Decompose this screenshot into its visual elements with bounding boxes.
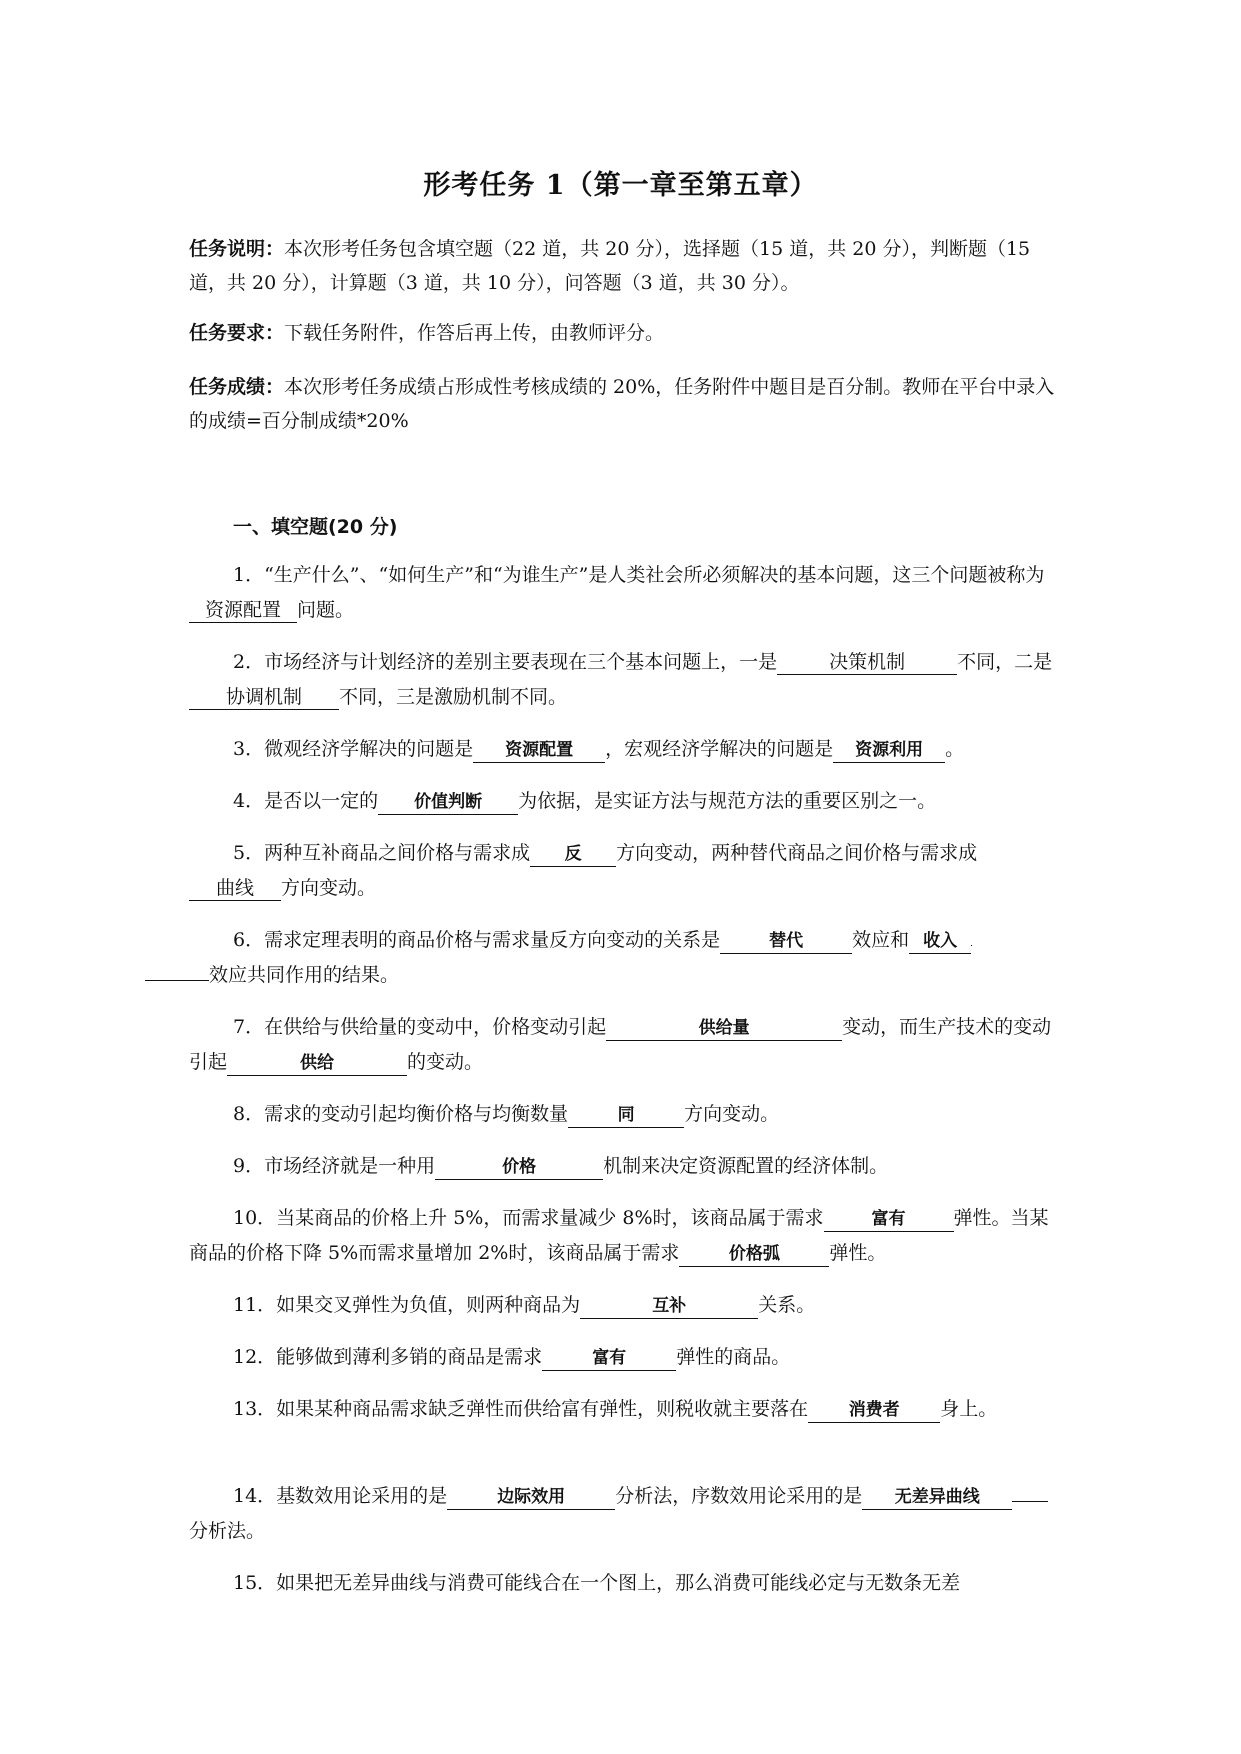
question-text: 的变动。 xyxy=(407,1051,484,1073)
question-13 xyxy=(189,1392,1057,1427)
question-10 xyxy=(189,1201,1057,1271)
answer-blank: 决策机制 xyxy=(777,650,957,675)
answer-blank: 价格 xyxy=(435,1155,603,1180)
answer-blank: 收入 xyxy=(909,929,971,954)
task-requirement-label: 任务要求： xyxy=(189,322,285,344)
answer-blank: 供给量 xyxy=(606,1016,842,1041)
question-text: 身上。 xyxy=(940,1398,998,1420)
question-text: ，宏观经济学解决的问题是 xyxy=(605,738,834,760)
question-1 xyxy=(189,558,1057,628)
question-text: 机制来决定资源配置的经济体制。 xyxy=(603,1155,889,1177)
question-2 xyxy=(189,645,1057,715)
question-text: 15．如果把无差异曲线与消费可能线合在一个图上，那么消费可能线必定与无数条无差 xyxy=(233,1572,961,1594)
answer-blank: 边际效用 xyxy=(447,1485,615,1510)
section-heading: 一、填空题(20 分) xyxy=(233,516,398,538)
task-description-text: 本次形考任务包含填空题（22 道，共 20 分），选择题（15 道，共 20 分），判断题（15 道，共 20 分），计算题（3 道，共 10 分），问答题（3 道，共 30 分）。 xyxy=(189,238,1031,294)
task-description xyxy=(189,232,1057,300)
question-text: 13．如果某种商品需求缺乏弹性而供给富有弹性，则税收就主要落在 xyxy=(233,1398,809,1420)
question-text: 方向变动。 xyxy=(684,1103,780,1125)
question-text: 5．两种互补商品之间价格与需求成 xyxy=(233,842,531,864)
question-14 xyxy=(189,1479,1057,1549)
question-12 xyxy=(189,1340,1057,1375)
question-text: 效应和 xyxy=(852,929,910,951)
task-requirement xyxy=(189,316,1057,350)
question-11 xyxy=(189,1288,1057,1323)
task-score-label: 任务成绩： xyxy=(189,376,285,398)
task-requirement-text: 下载任务附件，作答后再上传，由教师评分。 xyxy=(284,322,665,344)
question-text: 关系。 xyxy=(758,1294,816,1316)
question-5 xyxy=(189,836,1057,906)
answer-blank: 同 xyxy=(568,1103,684,1128)
question-text: 14．基数效用论采用的是 xyxy=(233,1485,448,1507)
question-text: 7．在供给与供给量的变动中，价格变动引起 xyxy=(233,1016,607,1038)
task-score-text: 本次形考任务成绩占形成性考核成绩的 20%，任务附件中题目是百分制。教师在平台中录入的成绩=百分制成绩*20% xyxy=(189,376,1055,432)
answer-blank: 价格弧 xyxy=(679,1242,829,1267)
answer-blank: 资源利用 xyxy=(833,738,945,763)
answer-blank: 价值判断 xyxy=(378,790,518,815)
question-text: 问题。 xyxy=(297,599,355,621)
question-text: 为依据，是实证方法与规范方法的重要区别之一。 xyxy=(518,790,937,812)
question-text: 9．市场经济就是一种用 xyxy=(233,1155,436,1177)
question-9 xyxy=(189,1149,1057,1184)
answer-blank: 供给 xyxy=(227,1051,407,1076)
question-text: 不同，二是 xyxy=(957,651,1053,673)
question-text: 效应共同作用的结果。 xyxy=(209,964,400,986)
blank-continuation xyxy=(145,980,209,981)
blank-continuation xyxy=(1012,1501,1048,1502)
question-text: 弹性。当某商品的价格下降 5%而需求量增加 2%时，该商品属于需求 xyxy=(189,1207,1049,1264)
answer-blank: 反 xyxy=(530,842,616,867)
question-text: 1．“生产什么”、“如何生产”和“为谁生产”是人类社会所必须解决的基本问题，这三个问题被称为 xyxy=(233,564,1045,586)
question-8 xyxy=(189,1097,1057,1132)
answer-blank: 资源配置 xyxy=(473,738,605,763)
answer-blank: 资源配置 xyxy=(189,598,297,623)
question-text: 12．能够做到薄利多销的商品是需求 xyxy=(233,1346,543,1368)
question-text: 。 xyxy=(945,738,965,760)
answer-blank: 互补 xyxy=(580,1294,758,1319)
question-text: 6．需求定理表明的商品价格与需求量反方向变动的关系是 xyxy=(233,929,721,951)
question-text: 8．需求的变动引起均衡价格与均衡数量 xyxy=(233,1103,569,1125)
question-text: 弹性。 xyxy=(829,1242,887,1264)
question-3 xyxy=(189,732,1057,767)
question-4 xyxy=(189,784,1057,819)
answer-blank: 富有 xyxy=(824,1207,954,1232)
answer-blank: 无差异曲线 xyxy=(862,1485,1012,1510)
question-text: 3．微观经济学解决的问题是 xyxy=(233,738,474,760)
question-text: 不同，三是激励机制不同。 xyxy=(339,686,568,708)
answer-blank: 富有 xyxy=(542,1346,676,1371)
task-score xyxy=(189,370,1057,438)
question-text: 变动，而生产技术的变动引起 xyxy=(189,1016,1052,1073)
question-text: 方向变动。 xyxy=(281,877,377,899)
answer-blank: 协调机制 xyxy=(189,685,339,710)
question-text: 弹性的商品。 xyxy=(676,1346,791,1368)
question-text: 分析法。 xyxy=(189,1520,266,1542)
page-title: 形考任务 1（第一章至第五章） xyxy=(423,170,818,201)
question-text: 11．如果交叉弹性为负值，则两种商品为 xyxy=(233,1294,581,1316)
question-text: 10．当某商品的价格上升 5%，而需求量减少 8%时，该商品属于需求 xyxy=(233,1207,824,1229)
question-text: 方向变动，两种替代商品之间价格与需求成 xyxy=(616,842,978,864)
answer-blank: 替代 xyxy=(720,929,852,954)
blank-continuation xyxy=(971,945,972,946)
question-15 xyxy=(189,1566,1057,1601)
question-6 xyxy=(189,923,1057,993)
task-description-label: 任务说明： xyxy=(189,238,285,260)
question-7 xyxy=(189,1010,1057,1080)
question-text: 4．是否以一定的 xyxy=(233,790,379,812)
answer-blank: 曲线 xyxy=(189,876,281,901)
question-text: 2．市场经济与计划经济的差别主要表现在三个基本问题上，一是 xyxy=(233,651,778,673)
question-text: 分析法，序数效用论采用的是 xyxy=(615,1485,863,1507)
answer-blank: 消费者 xyxy=(808,1398,940,1423)
